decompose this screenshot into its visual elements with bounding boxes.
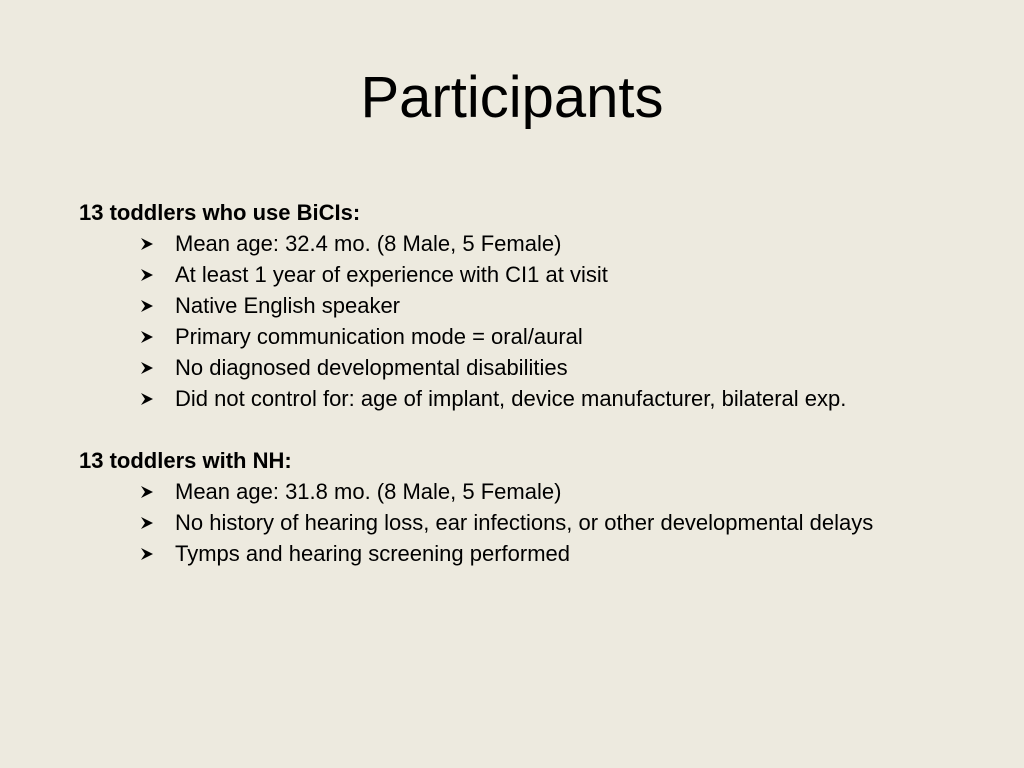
arrowhead-bullet-icon [140, 507, 156, 538]
list-item [79, 476, 1009, 507]
list-item [79, 383, 1009, 414]
list-item-text: Native English speaker [175, 293, 401, 318]
arrowhead-bullet-icon [140, 383, 156, 414]
list-item-text: Tymps and hearing screening performed [175, 541, 570, 566]
list-item-text: No history of hearing loss, ear infections, or other developmental delays [175, 510, 874, 535]
list-item-text: At least 1 year of experience with CI1 at visit [175, 262, 608, 287]
arrowhead-bullet-icon [140, 538, 156, 569]
list-item [79, 507, 1009, 538]
list-item [79, 259, 1009, 290]
list-item [79, 228, 1009, 259]
list-item-text: Primary communication mode = oral/aural [175, 324, 583, 349]
arrowhead-bullet-icon [140, 321, 156, 352]
group-heading-nh: 13 toddlers with NH: [79, 448, 292, 473]
slide-title: Participants [360, 65, 664, 130]
slide-content [79, 197, 1009, 569]
list-item-text: No diagnosed developmental disabilities [175, 355, 568, 380]
arrowhead-bullet-icon [140, 352, 156, 383]
group-bicis [79, 197, 1009, 414]
arrowhead-bullet-icon [140, 476, 156, 507]
group-nh [79, 445, 1009, 569]
bullet-list-nh [79, 476, 1009, 569]
list-item-text: Mean age: 31.8 mo. (8 Male, 5 Female) [175, 479, 562, 504]
group-spacer [79, 414, 1009, 445]
bullet-list-bicis [79, 228, 1009, 414]
list-item-text: Did not control for: age of implant, device manufacturer, bilateral exp. [175, 386, 847, 411]
group-heading-bicis: 13 toddlers who use BiCIs: [79, 200, 361, 225]
list-item-text: Mean age: 32.4 mo. (8 Male, 5 Female) [175, 231, 562, 256]
arrowhead-bullet-icon [140, 228, 156, 259]
arrowhead-bullet-icon [140, 290, 156, 321]
list-item [79, 321, 1009, 352]
list-item [79, 352, 1009, 383]
list-item [79, 290, 1009, 321]
arrowhead-bullet-icon [140, 259, 156, 290]
list-item [79, 538, 1009, 569]
